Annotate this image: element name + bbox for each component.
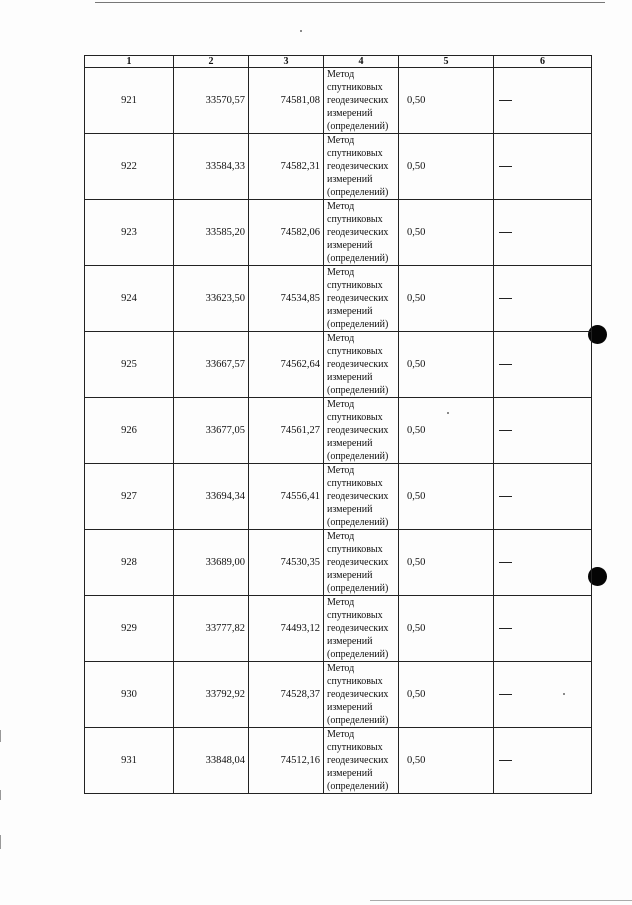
dash-mark [499, 100, 512, 101]
note-cell [494, 530, 592, 596]
accuracy-cell: 0,50 [399, 200, 494, 266]
method-cell: Метод спутниковых геодезических измерений (определений) [324, 464, 399, 530]
method-cell: Метод спутниковых геодезических измерений (определений) [324, 596, 399, 662]
y-coordinate-cell: 74582,06 [249, 200, 324, 266]
scan-margin-mark [0, 835, 1, 849]
x-coordinate-cell: 33584,33 [174, 134, 249, 200]
accuracy-cell: 0,50 [399, 728, 494, 794]
table-row [85, 596, 592, 662]
x-coordinate-cell: 33694,34 [174, 464, 249, 530]
y-coordinate-cell: 74556,41 [249, 464, 324, 530]
column-header: 4 [324, 56, 399, 68]
table-row [85, 68, 592, 134]
y-coordinate-cell: 74561,27 [249, 398, 324, 464]
accuracy-cell: 0,50 [399, 266, 494, 332]
y-coordinate-cell: 74530,35 [249, 530, 324, 596]
point-number-cell: 922 [85, 134, 174, 200]
note-cell [494, 200, 592, 266]
table-row [85, 530, 592, 596]
x-coordinate-cell: 33848,04 [174, 728, 249, 794]
coordinates-table [84, 55, 592, 794]
dash-mark [499, 562, 512, 563]
point-number-cell: 923 [85, 200, 174, 266]
table-row [85, 332, 592, 398]
method-cell: Метод спутниковых геодезических измерений (определений) [324, 398, 399, 464]
dash-mark [499, 430, 512, 431]
accuracy-cell: 0,50 [399, 134, 494, 200]
accuracy-cell: 0,50 [399, 398, 494, 464]
point-number-cell: 921 [85, 68, 174, 134]
accuracy-cell: 0,50 [399, 332, 494, 398]
scan-margin-mark [0, 730, 1, 742]
column-header: 2 [174, 56, 249, 68]
dash-mark [499, 364, 512, 365]
accuracy-cell: 0,50 [399, 68, 494, 134]
page-top-edge-line [95, 2, 605, 3]
accuracy-cell: 0,50 [399, 530, 494, 596]
dash-mark [499, 166, 512, 167]
table-header-row [85, 56, 592, 68]
dash-mark [499, 298, 512, 299]
point-number-cell: 928 [85, 530, 174, 596]
note-cell [494, 266, 592, 332]
y-coordinate-cell: 74534,85 [249, 266, 324, 332]
table-row [85, 134, 592, 200]
point-number-cell: 927 [85, 464, 174, 530]
note-cell [494, 464, 592, 530]
point-number-cell: 931 [85, 728, 174, 794]
note-cell [494, 596, 592, 662]
x-coordinate-cell: 33667,57 [174, 332, 249, 398]
point-number-cell: 925 [85, 332, 174, 398]
note-cell [494, 398, 592, 464]
method-cell: Метод спутниковых геодезических измерений (определений) [324, 68, 399, 134]
y-coordinate-cell: 74581,08 [249, 68, 324, 134]
dash-mark [499, 628, 512, 629]
method-cell: Метод спутниковых геодезических измерений (определений) [324, 134, 399, 200]
page-bottom-edge-line [370, 900, 632, 901]
table-row [85, 464, 592, 530]
table-row [85, 662, 592, 728]
table-row [85, 200, 592, 266]
table-row [85, 266, 592, 332]
dash-mark [499, 496, 512, 497]
method-cell: Метод спутниковых геодезических измерений (определений) [324, 200, 399, 266]
point-number-cell: 929 [85, 596, 174, 662]
x-coordinate-cell: 33677,05 [174, 398, 249, 464]
x-coordinate-cell: 33570,57 [174, 68, 249, 134]
scan-margin-mark [0, 790, 1, 800]
table-row [85, 728, 592, 794]
method-cell: Метод спутниковых геодезических измерений (определений) [324, 662, 399, 728]
column-header: 3 [249, 56, 324, 68]
accuracy-cell: 0,50 [399, 596, 494, 662]
y-coordinate-cell: 74512,16 [249, 728, 324, 794]
dash-mark [499, 232, 512, 233]
point-number-cell: 926 [85, 398, 174, 464]
y-coordinate-cell: 74582,31 [249, 134, 324, 200]
column-header: 6 [494, 56, 592, 68]
x-coordinate-cell: 33777,82 [174, 596, 249, 662]
y-coordinate-cell: 74493,12 [249, 596, 324, 662]
note-cell [494, 728, 592, 794]
y-coordinate-cell: 74528,37 [249, 662, 324, 728]
method-cell: Метод спутниковых геодезических измерений (определений) [324, 332, 399, 398]
x-coordinate-cell: 33623,50 [174, 266, 249, 332]
column-header: 1 [85, 56, 174, 68]
method-cell: Метод спутниковых геодезических измерений (определений) [324, 728, 399, 794]
accuracy-cell: 0,50 [399, 662, 494, 728]
scan-speck [300, 30, 302, 32]
table-row [85, 398, 592, 464]
column-header: 5 [399, 56, 494, 68]
dash-mark [499, 694, 512, 695]
accuracy-cell: 0,50 [399, 464, 494, 530]
x-coordinate-cell: 33792,92 [174, 662, 249, 728]
note-cell [494, 134, 592, 200]
point-number-cell: 930 [85, 662, 174, 728]
method-cell: Метод спутниковых геодезических измерений (определений) [324, 266, 399, 332]
note-cell [494, 68, 592, 134]
dash-mark [499, 760, 512, 761]
method-cell: Метод спутниковых геодезических измерений (определений) [324, 530, 399, 596]
note-cell [494, 332, 592, 398]
x-coordinate-cell: 33585,20 [174, 200, 249, 266]
x-coordinate-cell: 33689,00 [174, 530, 249, 596]
note-cell [494, 662, 592, 728]
point-number-cell: 924 [85, 266, 174, 332]
y-coordinate-cell: 74562,64 [249, 332, 324, 398]
